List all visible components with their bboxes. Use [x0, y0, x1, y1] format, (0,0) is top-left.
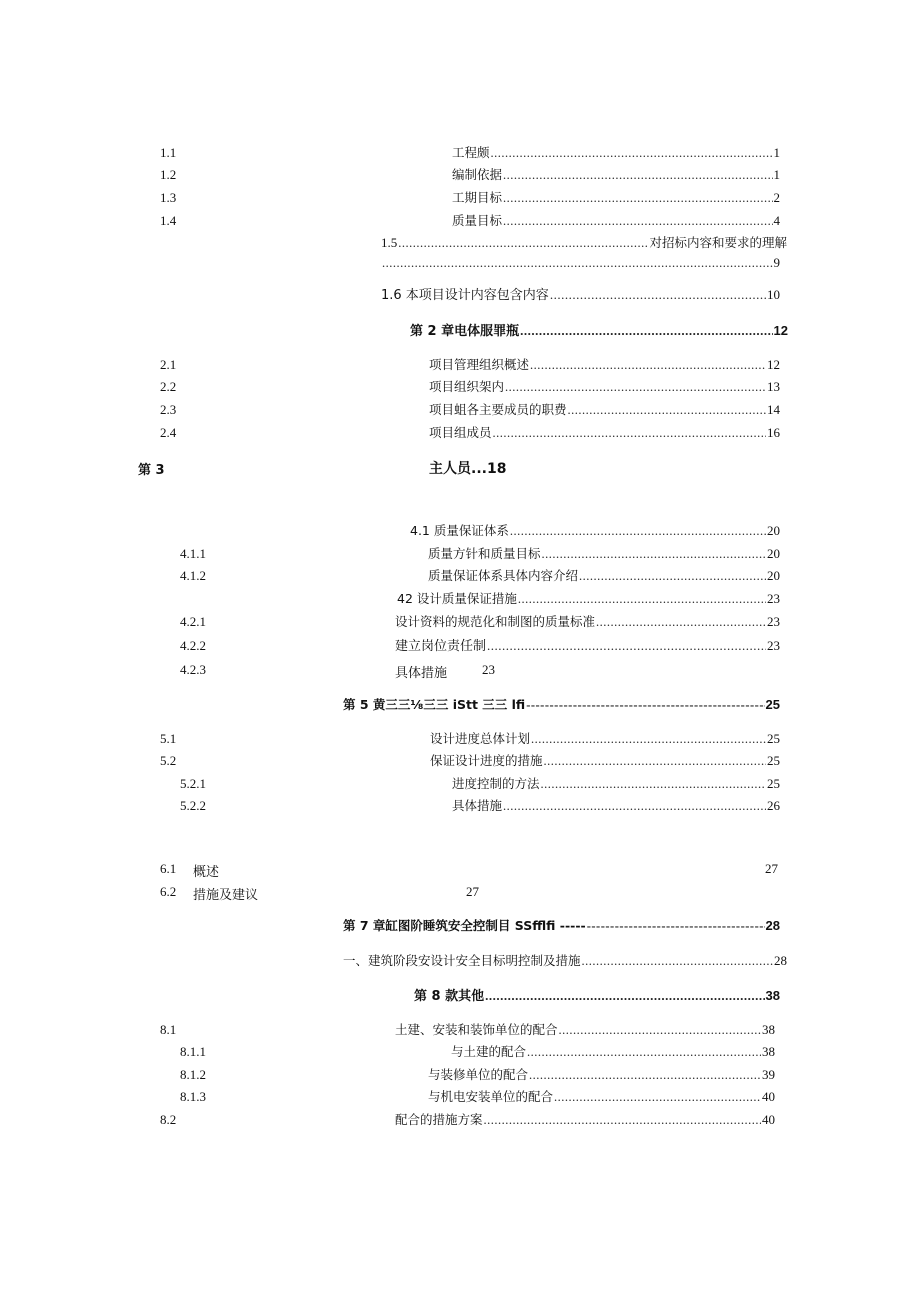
toc-num: 2.1 [160, 357, 177, 372]
toc-chapter-5[interactable] [343, 697, 780, 713]
dot-leader [530, 357, 766, 373]
toc-entry-4-2-1[interactable] [395, 614, 780, 630]
toc-page-number: 9 [773, 255, 780, 270]
toc-title: 进度控制的方法 [452, 776, 540, 791]
toc-page-number: 26 [767, 798, 780, 813]
toc-title: 项目组织架内 [429, 379, 505, 394]
toc-title: 具体措施 [452, 798, 503, 813]
toc-page-number: 38 [762, 1022, 775, 1037]
toc-num: 1.4 [160, 213, 177, 228]
toc-title: 与机电安装单位的配合 [428, 1089, 554, 1104]
chapter-title: 第 8 款其他 [414, 989, 485, 1004]
toc-num: 5.1 [160, 731, 177, 746]
dot-leader [531, 731, 766, 747]
toc-chapter-2[interactable] [410, 323, 788, 339]
toc-entry-5-1[interactable] [430, 731, 780, 747]
toc-page-number: 27 [466, 884, 479, 899]
toc-title: 对招标内容和要求的理解 [649, 235, 787, 250]
toc-page-number: 10 [767, 287, 780, 302]
toc-num: 1.1 [160, 145, 177, 160]
toc-page-number: 14 [767, 402, 780, 417]
dot-leader [382, 255, 773, 271]
toc-entry-1-5-continued [381, 255, 780, 271]
toc-entry-1-2[interactable] [452, 167, 780, 183]
dot-leader [493, 425, 766, 441]
toc-page-number: 23 [767, 614, 780, 629]
dot-leader [554, 1089, 761, 1105]
toc-num: 4.2.1 [180, 614, 206, 629]
toc-entry-4-2-3-title[interactable]: 具体措施 [395, 666, 448, 681]
toc-page-number: 25 [767, 731, 780, 746]
dot-leader [503, 798, 766, 814]
toc-title: 项目组成员 [429, 425, 492, 440]
toc-page-number: 1 [773, 145, 780, 160]
toc-title: 设计进度总体计划 [430, 731, 531, 746]
toc-num: 1.5 [381, 235, 398, 250]
dot-leader [550, 287, 766, 303]
toc-num: 5.2 [160, 753, 177, 768]
toc-num: 8.1 [160, 1022, 177, 1037]
toc-entry-1-4[interactable] [452, 213, 780, 229]
toc-chapter-3-left: 第 3 [138, 463, 165, 478]
toc-page-number: 23 [767, 591, 780, 606]
toc-page-number: 20 [767, 568, 780, 583]
toc-entry-4-2-2[interactable] [395, 638, 780, 654]
toc-title: 编制依据 [452, 167, 503, 182]
dot-leader [596, 614, 766, 630]
toc-title: 建立岗位责任制 [395, 639, 487, 654]
toc-title: 与装修单位的配合 [428, 1067, 529, 1082]
toc-page-number: 23 [482, 662, 495, 677]
dot-leader [579, 568, 766, 584]
toc-page-number: 12 [773, 323, 788, 338]
toc-entry-6-2-title[interactable]: 措施及建议 [193, 888, 259, 903]
toc-num: 1.2 [160, 167, 177, 182]
toc-chapter-3-right[interactable]: 主人员...18 [429, 461, 507, 477]
toc-num: 8.2 [160, 1112, 177, 1127]
toc-page-number: 27 [765, 861, 778, 876]
dot-leader [541, 776, 766, 792]
toc-entry-5-2-1[interactable] [452, 776, 780, 792]
dash-leader [526, 697, 764, 713]
dot-leader [398, 235, 648, 251]
toc-entry-8-1-1[interactable] [451, 1044, 775, 1060]
dot-leader [520, 323, 772, 339]
toc-num: 4.2.2 [180, 638, 206, 653]
toc-num: 1.3 [160, 190, 177, 205]
toc-num: 8.1.2 [180, 1067, 206, 1082]
toc-entry-1-3[interactable] [452, 190, 780, 206]
dot-leader [484, 1112, 761, 1128]
toc-title: 一、建筑阶段安设计安全目标明控制及措施 [343, 953, 581, 968]
toc-title: 工期目标 [452, 190, 503, 205]
dot-leader [491, 145, 773, 161]
toc-page-number: 20 [767, 546, 780, 561]
toc-entry-5-2-2[interactable] [452, 798, 780, 814]
toc-page-number: 28 [774, 953, 787, 968]
toc-entry-5-2[interactable] [430, 753, 780, 769]
toc-entry-8-1-3[interactable] [428, 1089, 775, 1105]
toc-entry-2-3[interactable] [429, 402, 780, 418]
toc-page-number: 12 [767, 357, 780, 372]
toc-title: 与土建的配合 [451, 1044, 527, 1059]
toc-page-number: 38 [765, 988, 780, 1003]
toc-page-number: 40 [762, 1112, 775, 1127]
toc-entry-8-1[interactable] [395, 1022, 775, 1038]
toc-page-number: 1 [773, 167, 780, 182]
dot-leader [503, 190, 772, 206]
toc-page-number: 38 [762, 1044, 775, 1059]
toc-page-number: 25 [767, 753, 780, 768]
toc-title: 工程颇 [452, 145, 490, 160]
toc-page-number: 28 [765, 918, 780, 933]
dash-leader [587, 918, 765, 934]
toc-num: 2.2 [160, 379, 177, 394]
toc-entry-2-4[interactable] [429, 425, 780, 441]
dot-leader [568, 402, 766, 418]
toc-title: 质量保证体系具体内容介绍 [428, 568, 579, 583]
toc-num: 2.4 [160, 425, 177, 440]
toc-num: 4.2.3 [180, 662, 206, 677]
toc-page-number: 4 [773, 213, 780, 228]
toc-title: 配合的措施方案 [395, 1112, 483, 1127]
dot-leader [582, 953, 773, 969]
toc-title: 项目管理组织概述 [429, 357, 530, 372]
toc-entry-4-1-2[interactable] [428, 568, 780, 584]
toc-title: 设计资料的规范化和制图的质量标准 [395, 614, 596, 629]
toc-num: 4.1.2 [180, 568, 206, 583]
dot-leader [529, 1067, 761, 1083]
chapter-title: 第 7 章缸图阶睡筑安全控制目 SSfflfi ----- [343, 918, 586, 933]
toc-page-number: 23 [767, 638, 780, 653]
toc-page-number: 39 [762, 1067, 775, 1082]
chapter-title: 第 2 章电体服罪瓶 [410, 324, 520, 339]
toc-title: 4.1 质量保证体系 [410, 523, 509, 538]
chapter-title: 第 5 黄三三⅛三三 iStt 三三 lfi [343, 697, 526, 712]
dot-leader [542, 546, 766, 562]
dot-leader [505, 379, 766, 395]
dot-leader [503, 213, 772, 229]
toc-entry-6-1-title[interactable]: 概述 [193, 865, 220, 880]
toc-title: 42 设计质量保证措施 [397, 591, 517, 606]
toc-num: 8.1.1 [180, 1044, 206, 1059]
toc-num: 2.3 [160, 402, 177, 417]
toc-num: 5.2.1 [180, 776, 206, 791]
dot-leader [510, 523, 766, 539]
dot-leader [518, 591, 766, 607]
toc-page-number: 25 [765, 697, 780, 712]
toc-entry-7-a[interactable] [343, 953, 787, 969]
toc-entry-1-1[interactable] [452, 145, 780, 161]
toc-chapter-7[interactable] [343, 918, 780, 934]
toc-entry-8-1-2[interactable] [428, 1067, 775, 1083]
toc-num: 4.1.1 [180, 546, 206, 561]
toc-chapter-8[interactable] [414, 988, 780, 1004]
toc-page-number: 13 [767, 379, 780, 394]
toc-entry-2-2[interactable] [429, 379, 780, 395]
toc-num: 6.1 [160, 861, 177, 876]
toc-page-number: 2 [773, 190, 780, 205]
toc-entry-1-6[interactable] [381, 287, 780, 303]
toc-num: 8.1.3 [180, 1089, 206, 1104]
toc-entry-8-2[interactable] [395, 1112, 775, 1128]
toc-entry-4-1[interactable] [410, 523, 780, 539]
dot-leader [487, 638, 766, 654]
dot-leader [485, 988, 764, 1004]
toc-page-number: 25 [767, 776, 780, 791]
toc-page-number: 40 [762, 1089, 775, 1104]
toc-num: 6.2 [160, 884, 177, 899]
toc-title: 保证设计进度的措施 [430, 753, 543, 768]
toc-entry-4-2[interactable] [397, 591, 780, 607]
dot-leader [544, 753, 766, 769]
toc-title: 1.6 本项目设计内容包含内容 [381, 288, 549, 303]
toc-page-number: 20 [767, 523, 780, 538]
toc-entry-4-1-1[interactable] [428, 546, 780, 562]
dot-leader [559, 1022, 761, 1038]
toc-title: 土建、安装和装饰单位的配合 [395, 1022, 558, 1037]
toc-entry-1-5[interactable] [381, 235, 787, 251]
toc-num: 5.2.2 [180, 798, 206, 813]
dot-leader [503, 167, 772, 183]
toc-entry-2-1[interactable] [429, 357, 780, 373]
dot-leader [527, 1044, 761, 1060]
toc-title: 质量方针和质量目标 [428, 546, 541, 561]
toc-title: 质量目标 [452, 213, 503, 228]
toc-page-number: 16 [767, 425, 780, 440]
toc-title: 项目蛆各主要成员的职费 [429, 402, 567, 417]
